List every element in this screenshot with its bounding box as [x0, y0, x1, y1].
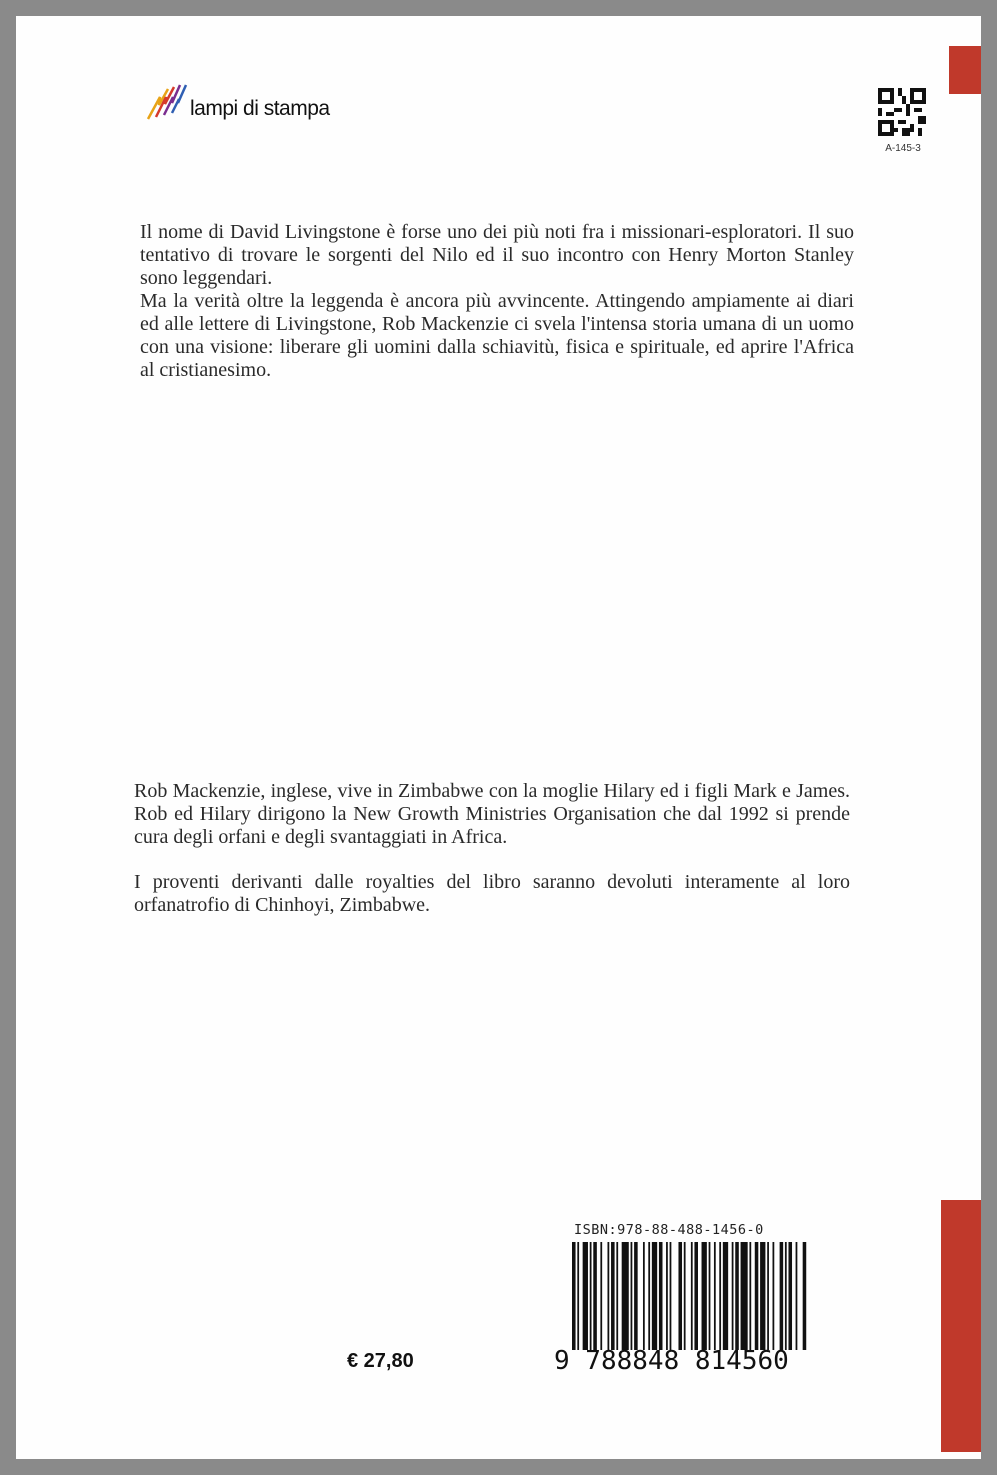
- barcode-bar: [741, 1242, 748, 1350]
- barcode-bar: [785, 1242, 787, 1350]
- spine-red-strip-bottom: [941, 1200, 981, 1452]
- lightning-streaks-icon: [146, 81, 188, 123]
- barcode-bar: [735, 1242, 739, 1350]
- barcode-bar: [709, 1242, 711, 1350]
- barcode-bar: [652, 1242, 657, 1350]
- spine-red-strip-top: [949, 46, 981, 94]
- barcode-bar: [607, 1242, 609, 1350]
- barcode-bar: [796, 1242, 798, 1350]
- barcode-bar: [572, 1242, 576, 1350]
- barcode-bar: [773, 1242, 775, 1350]
- barcode-bar: [616, 1242, 618, 1350]
- barcode-bar: [659, 1242, 663, 1350]
- barcode-bar: [590, 1242, 592, 1350]
- barcode-bar: [593, 1242, 597, 1350]
- barcode-bar: [691, 1242, 693, 1350]
- barcode-bar: [583, 1242, 588, 1350]
- barcode-bar: [684, 1242, 686, 1350]
- barcode-bar: [694, 1242, 698, 1350]
- barcode-bar: [702, 1242, 707, 1350]
- description-paragraph: Ma la verità oltre la leggenda è ancora più avvincente. Attingendo ampiamente ai diari ed alle lettere di Livingstone, Rob Mackenzie ci svela l'intensa storia umana di un uomo con una visione: liberare gli uomini dalla schiavitù, fisica e spirituale, ed aprire l'Africa al cristianesimo.: [140, 290, 854, 381]
- publisher-logo: [146, 80, 366, 124]
- qr-code-icon: [878, 88, 926, 136]
- barcode-bar: [634, 1242, 638, 1350]
- barcode-icon: [572, 1242, 808, 1350]
- barcode-bar: [788, 1242, 792, 1350]
- author-bio: [134, 780, 850, 917]
- barcode-bar: [723, 1242, 728, 1350]
- barcode-bar: [719, 1242, 721, 1350]
- barcode-bar: [670, 1242, 672, 1350]
- qr-label: A-145-3: [885, 143, 921, 154]
- barcode-bar: [760, 1242, 765, 1350]
- barcode-bar: [755, 1242, 759, 1350]
- barcode-bar: [732, 1242, 734, 1350]
- barcode-bar: [631, 1242, 633, 1350]
- publisher-name: lampi di stampa: [190, 97, 330, 120]
- barcode-bar: [678, 1242, 682, 1350]
- barcode-digits: 9 788848 814560: [554, 1346, 789, 1376]
- royalties-paragraph: I proventi derivanti dalle royalties del libro saranno devoluti interamente al loro orfanatrofio di Chinhoyi, Zimbabwe.: [134, 871, 850, 916]
- barcode-bar: [600, 1242, 602, 1350]
- barcode-bar: [648, 1242, 650, 1350]
- barcode-bar: [767, 1242, 769, 1350]
- barcode-bar: [611, 1242, 615, 1350]
- barcode-bar: [714, 1242, 716, 1350]
- isbn-label: ISBN:978-88-488-1456-0: [574, 1222, 764, 1238]
- barcode-bar: [749, 1242, 751, 1350]
- price-label: € 27,80: [347, 1350, 414, 1372]
- bio-paragraph: Rob Mackenzie, inglese, vive in Zimbabwe con la moglie Hilary ed i figli Mark e James. Rob ed Hilary dirigono la New Growth Ministries Organisation che dal 1992 si prende cura degli orfani e degli svantaggiati in Africa.: [134, 780, 850, 848]
- barcode-bar: [780, 1242, 784, 1350]
- barcode-bar: [803, 1242, 807, 1350]
- barcode-bar: [643, 1242, 645, 1350]
- barcode-bar: [666, 1242, 668, 1350]
- barcode-bar: [622, 1242, 629, 1350]
- book-description: [140, 221, 854, 382]
- barcode-bar: [577, 1242, 579, 1350]
- description-paragraph: Il nome di David Livingstone è forse uno dei più noti fra i missionari-esploratori. Il suo tentativo di trovare le sorgenti del Nilo ed il suo incontro con Henry Morton Stanley sono leggendari.: [140, 221, 854, 289]
